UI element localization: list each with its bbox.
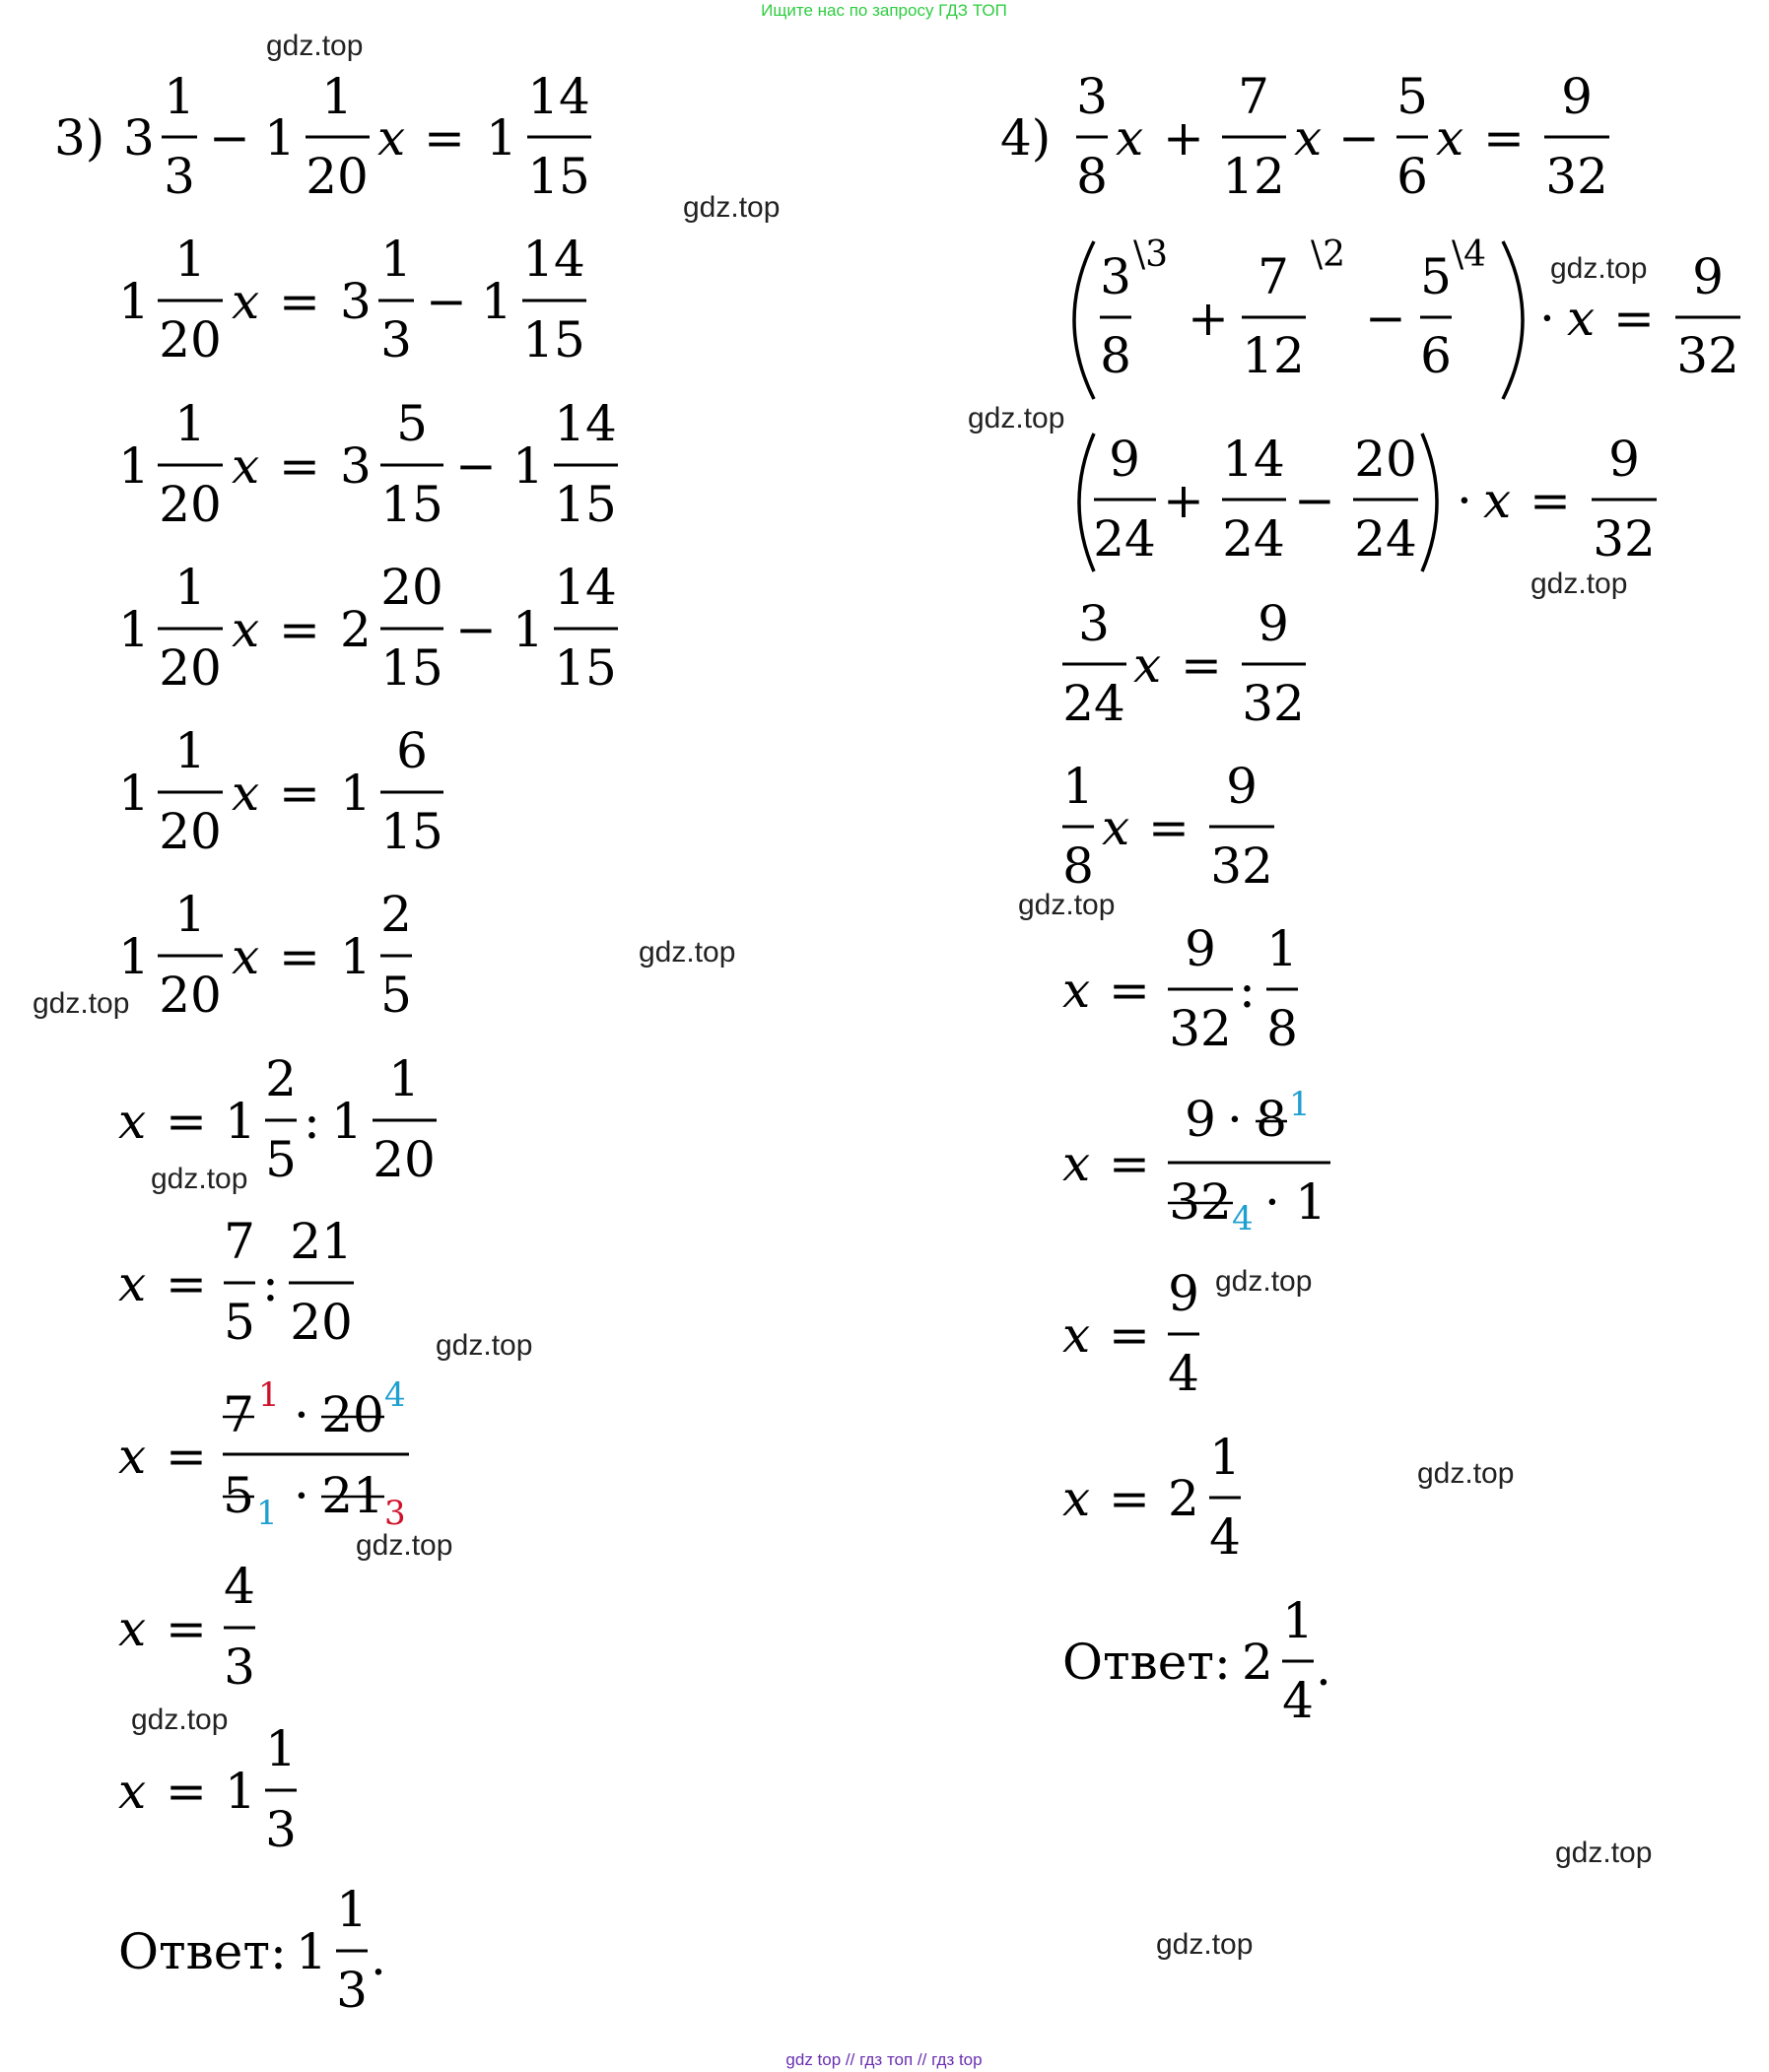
problem-label: 4) bbox=[1000, 109, 1052, 167]
numerator: 4 bbox=[224, 1558, 255, 1615]
denominator: 1 bbox=[1295, 1173, 1327, 1231]
equation-line bbox=[118, 395, 618, 533]
numerator: 9 bbox=[1185, 1091, 1216, 1148]
whole-part: 1 bbox=[118, 273, 150, 330]
denominator: 8 bbox=[1100, 327, 1131, 384]
numerator: 9 bbox=[1185, 920, 1216, 977]
whole-part: 2 bbox=[340, 601, 372, 658]
answer bbox=[1062, 1592, 1331, 1729]
numerator: 7 bbox=[1238, 68, 1269, 125]
multiply-dot: · bbox=[1539, 290, 1555, 347]
equation-line bbox=[1062, 920, 1298, 1057]
watermark: gdz.top bbox=[131, 1704, 229, 1736]
period: . bbox=[1316, 1639, 1331, 1697]
minus-sign: − bbox=[209, 109, 250, 167]
division-sign: : bbox=[262, 1255, 279, 1312]
division-sign: : bbox=[304, 1093, 320, 1150]
reduced-value: 3 bbox=[384, 1494, 406, 1533]
watermark: gdz.top bbox=[1417, 1457, 1515, 1490]
equation-line bbox=[1062, 1429, 1241, 1566]
whole-part: 1 bbox=[225, 1763, 256, 1820]
numerator: 14 bbox=[1222, 431, 1285, 488]
numerator: 7 bbox=[223, 1386, 254, 1443]
numerator: 1 bbox=[1209, 1429, 1241, 1486]
variable-x: x bbox=[118, 1600, 147, 1657]
denominator: 6 bbox=[1420, 327, 1452, 384]
answer-label: Ответ: bbox=[118, 1923, 287, 1980]
numerator: 1 bbox=[174, 395, 206, 452]
denominator: 32 bbox=[1242, 675, 1305, 732]
denominator: 3 bbox=[265, 1801, 297, 1858]
denominator: 3 bbox=[224, 1638, 255, 1696]
denominator: 20 bbox=[159, 476, 222, 533]
banner-top: Ищите нас по запросу ГДЗ ТОП bbox=[761, 1, 1007, 20]
denominator: 24 bbox=[1222, 510, 1285, 568]
watermark: gdz.top bbox=[1156, 1928, 1254, 1961]
minus-sign: − bbox=[1365, 290, 1406, 347]
multiply-dot: · bbox=[1264, 1173, 1280, 1231]
numerator: 3 bbox=[1076, 68, 1108, 125]
numerator: 9 bbox=[1561, 68, 1593, 125]
equals-sign: = bbox=[279, 437, 320, 495]
equation-line bbox=[118, 559, 618, 697]
multiply-dot: · bbox=[294, 1386, 309, 1443]
equals-sign: = bbox=[166, 1763, 207, 1820]
minus-sign: − bbox=[426, 273, 467, 330]
denominator: 21 bbox=[321, 1467, 384, 1524]
equals-sign: = bbox=[1613, 290, 1655, 347]
denominator: 24 bbox=[1062, 675, 1125, 732]
reduced-value: 1 bbox=[258, 1375, 280, 1415]
answer bbox=[118, 1881, 386, 2019]
denominator: 32 bbox=[1593, 510, 1656, 568]
numerator: 1 bbox=[336, 1881, 368, 1938]
equals-sign: = bbox=[166, 1255, 207, 1312]
denominator: 15 bbox=[554, 476, 617, 533]
variable-x: x bbox=[1133, 636, 1162, 694]
equation-line bbox=[1062, 1085, 1330, 1238]
denominator: 32 bbox=[1545, 148, 1608, 205]
watermark: gdz.top bbox=[356, 1529, 453, 1562]
denominator: 15 bbox=[380, 476, 443, 533]
minus-sign: − bbox=[455, 601, 497, 658]
numerator: 6 bbox=[396, 722, 428, 779]
variable-x: x bbox=[118, 1093, 147, 1150]
whole-part: 1 bbox=[118, 765, 150, 822]
extension-factor: \4 bbox=[1452, 234, 1487, 275]
numerator: 1 bbox=[265, 1720, 297, 1777]
numerator: 5 bbox=[396, 395, 428, 452]
denominator: 5 bbox=[224, 1294, 255, 1351]
denominator: 20 bbox=[373, 1131, 436, 1188]
denominator: 24 bbox=[1093, 510, 1156, 568]
equation-line bbox=[118, 1558, 255, 1696]
watermark: gdz.top bbox=[968, 402, 1065, 434]
denominator: 8 bbox=[1062, 837, 1094, 895]
whole-part: 3 bbox=[340, 273, 372, 330]
watermark: gdz.top bbox=[683, 191, 781, 224]
equation-line bbox=[118, 1213, 354, 1351]
equals-sign: = bbox=[1109, 1135, 1150, 1192]
numerator: 21 bbox=[290, 1213, 353, 1270]
equals-sign: = bbox=[1109, 1470, 1150, 1527]
numerator: 1 bbox=[388, 1050, 420, 1107]
minus-sign: − bbox=[1294, 472, 1335, 529]
equals-sign: = bbox=[1109, 1306, 1150, 1364]
variable-x: x bbox=[377, 109, 406, 167]
watermark: gdz.top bbox=[639, 936, 736, 969]
numerator: 9 bbox=[1692, 248, 1724, 305]
numerator: 1 bbox=[174, 886, 206, 943]
denominator: 8 bbox=[1076, 148, 1108, 205]
numerator: 9 bbox=[1226, 758, 1258, 815]
problem-label: 3) bbox=[54, 109, 105, 167]
denominator: 32 bbox=[1210, 837, 1273, 895]
equals-sign: = bbox=[166, 1428, 207, 1485]
equation-line bbox=[54, 68, 591, 205]
equals-sign: = bbox=[1483, 109, 1525, 167]
numerator: 8 bbox=[1256, 1091, 1287, 1148]
denominator: 5 bbox=[223, 1467, 254, 1524]
denominator: 20 bbox=[159, 967, 222, 1024]
numerator: 9 bbox=[1608, 431, 1640, 488]
numerator: 7 bbox=[224, 1213, 255, 1270]
denominator: 20 bbox=[306, 148, 369, 205]
extension-factor: \3 bbox=[1133, 234, 1169, 275]
denominator: 32 bbox=[1676, 327, 1739, 384]
period: . bbox=[371, 1929, 386, 1986]
denominator: 4 bbox=[1168, 1345, 1199, 1402]
variable-x: x bbox=[1062, 1135, 1091, 1192]
equation-line bbox=[118, 722, 443, 860]
watermark: gdz.top bbox=[1215, 1265, 1313, 1298]
variable-x: x bbox=[118, 1428, 147, 1485]
equals-sign: = bbox=[424, 109, 465, 167]
equation-line bbox=[1062, 758, 1274, 895]
answer-label: Ответ: bbox=[1062, 1634, 1231, 1691]
numerator: 2 bbox=[380, 886, 412, 943]
equals-sign: = bbox=[279, 601, 320, 658]
watermark: gdz.top bbox=[1531, 568, 1628, 600]
equals-sign: = bbox=[1181, 636, 1222, 694]
watermark: gdz.top bbox=[151, 1163, 248, 1195]
denominator: 20 bbox=[159, 803, 222, 860]
denominator: 15 bbox=[522, 311, 585, 368]
variable-x: x bbox=[118, 1255, 147, 1312]
division-sign: : bbox=[1239, 962, 1256, 1019]
equals-sign: = bbox=[1148, 799, 1190, 856]
minus-sign: − bbox=[1338, 109, 1380, 167]
whole-part: 1 bbox=[512, 601, 544, 658]
equals-sign: = bbox=[166, 1093, 207, 1150]
variable-x: x bbox=[1116, 109, 1144, 167]
denominator: 3 bbox=[164, 148, 195, 205]
denominator: 20 bbox=[290, 1294, 353, 1351]
whole-part: 3 bbox=[340, 437, 372, 495]
numerator: 7 bbox=[1258, 248, 1289, 305]
banner-bottom: gdz top // гдз топ // гдз top bbox=[785, 2050, 983, 2069]
whole-part: 1 bbox=[481, 273, 512, 330]
variable-x: x bbox=[118, 1763, 147, 1820]
equation-line bbox=[1079, 431, 1657, 571]
equals-sign: = bbox=[1109, 962, 1150, 1019]
whole-part: 1 bbox=[340, 765, 372, 822]
whole-part: 1 bbox=[331, 1093, 363, 1150]
whole-part: 1 bbox=[512, 437, 544, 495]
numerator: 1 bbox=[1062, 758, 1094, 815]
right-paren bbox=[1503, 241, 1523, 399]
denominator: 5 bbox=[380, 967, 412, 1024]
multiply-dot: · bbox=[1457, 472, 1472, 529]
right-paren bbox=[1422, 434, 1437, 571]
whole-part: 1 bbox=[340, 928, 372, 985]
equals-sign: = bbox=[166, 1600, 207, 1657]
denominator: 32 bbox=[1169, 1000, 1232, 1057]
reduced-value: 4 bbox=[384, 1375, 406, 1415]
equation-line bbox=[118, 886, 412, 1024]
whole-part: 2 bbox=[1242, 1634, 1273, 1691]
reduced-value: 1 bbox=[256, 1494, 278, 1533]
numerator: 14 bbox=[527, 68, 590, 125]
equation-line bbox=[118, 231, 586, 368]
numerator: 1 bbox=[174, 722, 206, 779]
numerator: 20 bbox=[380, 559, 443, 616]
denominator: 32 bbox=[1169, 1173, 1232, 1231]
equation-line bbox=[1062, 595, 1306, 732]
left-paren bbox=[1074, 241, 1094, 399]
minus-sign: − bbox=[455, 437, 497, 495]
whole-part: 3 bbox=[123, 109, 155, 167]
whole-part: 1 bbox=[118, 928, 150, 985]
denominator: 12 bbox=[1222, 148, 1285, 205]
denominator: 15 bbox=[527, 148, 590, 205]
watermark: gdz.top bbox=[33, 987, 130, 1020]
denominator: 12 bbox=[1242, 327, 1305, 384]
reduced-value: 4 bbox=[1232, 1199, 1254, 1238]
numerator: 1 bbox=[1266, 920, 1298, 977]
denominator: 24 bbox=[1354, 510, 1417, 568]
equation-line bbox=[118, 1720, 297, 1858]
whole-part: 1 bbox=[264, 109, 296, 167]
multiply-dot: · bbox=[1227, 1091, 1243, 1148]
numerator: 20 bbox=[1354, 431, 1417, 488]
equals-sign: = bbox=[279, 273, 320, 330]
numerator: 9 bbox=[1109, 431, 1140, 488]
denominator: 15 bbox=[554, 639, 617, 697]
equation-line bbox=[1062, 1265, 1199, 1402]
equals-sign: = bbox=[279, 928, 320, 985]
denominator: 20 bbox=[159, 311, 222, 368]
watermark: gdz.top bbox=[1018, 889, 1116, 921]
denominator: 6 bbox=[1396, 148, 1428, 205]
whole-part: 1 bbox=[118, 601, 150, 658]
denominator: 15 bbox=[380, 803, 443, 860]
variable-x: x bbox=[1294, 109, 1323, 167]
numerator: 1 bbox=[164, 68, 195, 125]
left-paren bbox=[1079, 434, 1094, 571]
numerator: 1 bbox=[1282, 1592, 1314, 1649]
variable-x: x bbox=[1483, 472, 1512, 529]
watermarks bbox=[33, 30, 1652, 1961]
variable-x: x bbox=[232, 765, 260, 822]
variable-x: x bbox=[232, 437, 260, 495]
denominator: 5 bbox=[265, 1131, 297, 1188]
variable-x: x bbox=[1062, 1306, 1091, 1364]
watermark: gdz.top bbox=[1550, 252, 1648, 285]
denominator: 4 bbox=[1282, 1672, 1314, 1729]
variable-x: x bbox=[232, 273, 260, 330]
equals-sign: = bbox=[279, 765, 320, 822]
numerator: 9 bbox=[1168, 1265, 1199, 1322]
variable-x: x bbox=[1567, 290, 1596, 347]
equals-sign: = bbox=[1530, 472, 1571, 529]
equation-line bbox=[118, 1375, 409, 1533]
variable-x: x bbox=[1436, 109, 1464, 167]
reduced-value: 1 bbox=[1289, 1085, 1311, 1124]
denominator: 8 bbox=[1266, 1000, 1298, 1057]
watermark: gdz.top bbox=[266, 30, 364, 62]
watermark: gdz.top bbox=[436, 1329, 533, 1362]
denominator: 20 bbox=[159, 639, 222, 697]
whole-part: 2 bbox=[1168, 1470, 1199, 1527]
multiply-dot: · bbox=[294, 1467, 309, 1524]
plus-sign: + bbox=[1163, 109, 1204, 167]
whole-part: 1 bbox=[225, 1093, 256, 1150]
variable-x: x bbox=[1062, 1470, 1091, 1527]
denominator: 15 bbox=[380, 639, 443, 697]
variable-x: x bbox=[232, 928, 260, 985]
numerator: 14 bbox=[522, 231, 585, 288]
equation-line bbox=[1000, 68, 1609, 205]
denominator: 3 bbox=[380, 311, 412, 368]
whole-part: 1 bbox=[118, 437, 150, 495]
numerator: 1 bbox=[174, 559, 206, 616]
numerator: 14 bbox=[554, 395, 617, 452]
whole-part: 1 bbox=[486, 109, 517, 167]
numerator: 5 bbox=[1396, 68, 1428, 125]
denominator: 3 bbox=[336, 1962, 368, 2019]
watermark: gdz.top bbox=[1555, 1837, 1653, 1869]
numerator: 5 bbox=[1420, 248, 1452, 305]
plus-sign: + bbox=[1188, 290, 1229, 347]
numerator: 2 bbox=[265, 1050, 297, 1107]
numerator: 1 bbox=[321, 68, 353, 125]
variable-x: x bbox=[232, 601, 260, 658]
numerator: 20 bbox=[321, 1386, 384, 1443]
extension-factor: \2 bbox=[1311, 234, 1346, 275]
numerator: 1 bbox=[174, 231, 206, 288]
numerator: 1 bbox=[380, 231, 412, 288]
whole-part: 1 bbox=[296, 1923, 327, 1980]
numerator: 3 bbox=[1078, 595, 1110, 652]
variable-x: x bbox=[1102, 799, 1130, 856]
plus-sign: + bbox=[1163, 472, 1204, 529]
numerator: 3 bbox=[1100, 248, 1131, 305]
denominator: 4 bbox=[1209, 1508, 1241, 1566]
variable-x: x bbox=[1062, 962, 1091, 1019]
numerator: 14 bbox=[554, 559, 617, 616]
numerator: 9 bbox=[1258, 595, 1289, 652]
